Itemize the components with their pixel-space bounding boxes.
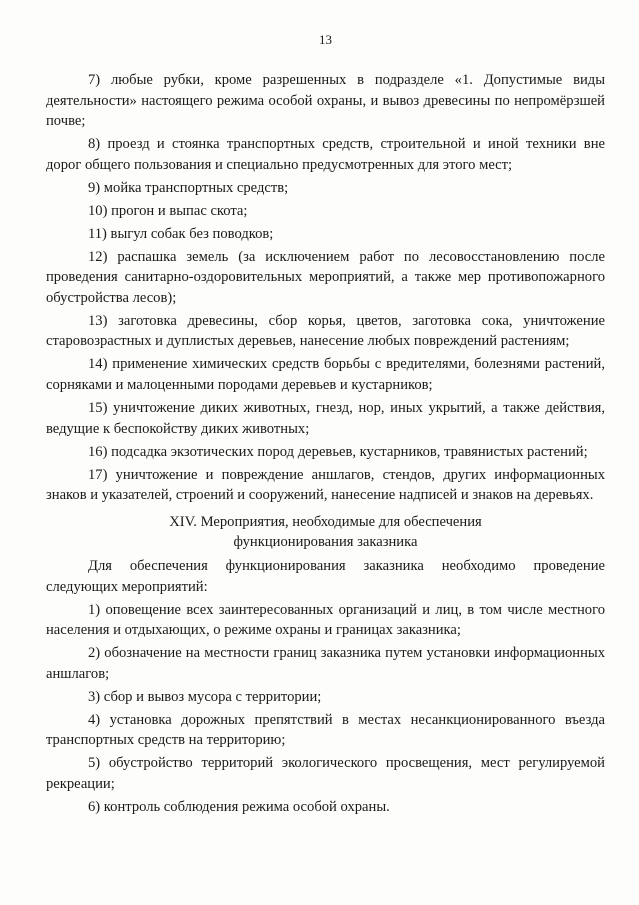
restriction-item: 17) уничтожение и повреждение аншлагов, стендов, других информационных знаков и указателей, строений и сооружений, нанесение надписей и знаков на деревьях. [46, 466, 605, 504]
restriction-item: 11) выгул собак без поводков; [88, 225, 274, 242]
measure-item: 5) обустройство территорий экологического просвещения, мест регулируемой рекреации; [46, 755, 605, 792]
restrictions-list [46, 70, 605, 506]
measure-item: 4) установка дорожных препятствий в местах несанкционированного въезда транспортных средств на территорию; [46, 711, 605, 749]
section-heading [46, 512, 605, 553]
measure-item: 2) обозначение на местности границ заказника путем установки информационных аншлагов; [46, 645, 605, 682]
restriction-item: 16) подсадка экзотических пород деревьев, кустарников, травянистых растений; [88, 443, 588, 460]
section-heading-line: XIV. Мероприятия, необходимые для обеспечения [169, 513, 482, 530]
restriction-item: 13) заготовка древесины, сбор корья, цветов, заготовка сока, уничтожение старовозрастных и дуплистых деревьев, нанесение любых повреждений растениям; [46, 312, 605, 350]
restriction-item: 12) распашка земель (за исключением работ по лесовосстановлению после проведения санитарно-оздоровительных мероприятий, а также мер противопожарного обустройства лесов); [46, 248, 605, 306]
measure-item: 1) оповещение всех заинтересованных организаций и лиц, в том числе местного населения и отдыхающих, о режиме охраны и границах заказника; [46, 601, 605, 639]
page-number: 13 [319, 32, 332, 47]
section-heading-line: функционирования заказника [233, 534, 418, 551]
measures-list [46, 600, 605, 818]
restriction-item: 15) уничтожение диких животных, гнезд, нор, иных укрытий, а также действия, ведущие к беспокойству диких животных; [46, 400, 605, 437]
restriction-item: 8) проезд и стоянка транспортных средств, строительной и иной техники вне дорог общего пользования и специально предусмотренных для этого мест; [46, 136, 605, 173]
section-intro: Для обеспечения функционирования заказника необходимо проведение следующих мероприятий: [46, 557, 605, 595]
restriction-item: 9) мойка транспортных средств; [88, 179, 289, 196]
restriction-item: 7) любые рубки, кроме разрешенных в подразделе «1. Допустимые виды деятельности» настоящего режима особой охраны, и вывоз древесины по непромёрзшей почве; [46, 72, 605, 130]
measure-item: 3) сбор и вывоз мусора с территории; [88, 688, 322, 705]
restriction-item: 10) прогон и выпас скота; [88, 202, 248, 219]
measure-item: 6) контроль соблюдения режима особой охраны. [88, 798, 390, 815]
restriction-item: 14) применение химических средств борьбы с вредителями, болезнями растений, сорняками и малоценными породами деревьев и кустарников; [46, 356, 605, 394]
